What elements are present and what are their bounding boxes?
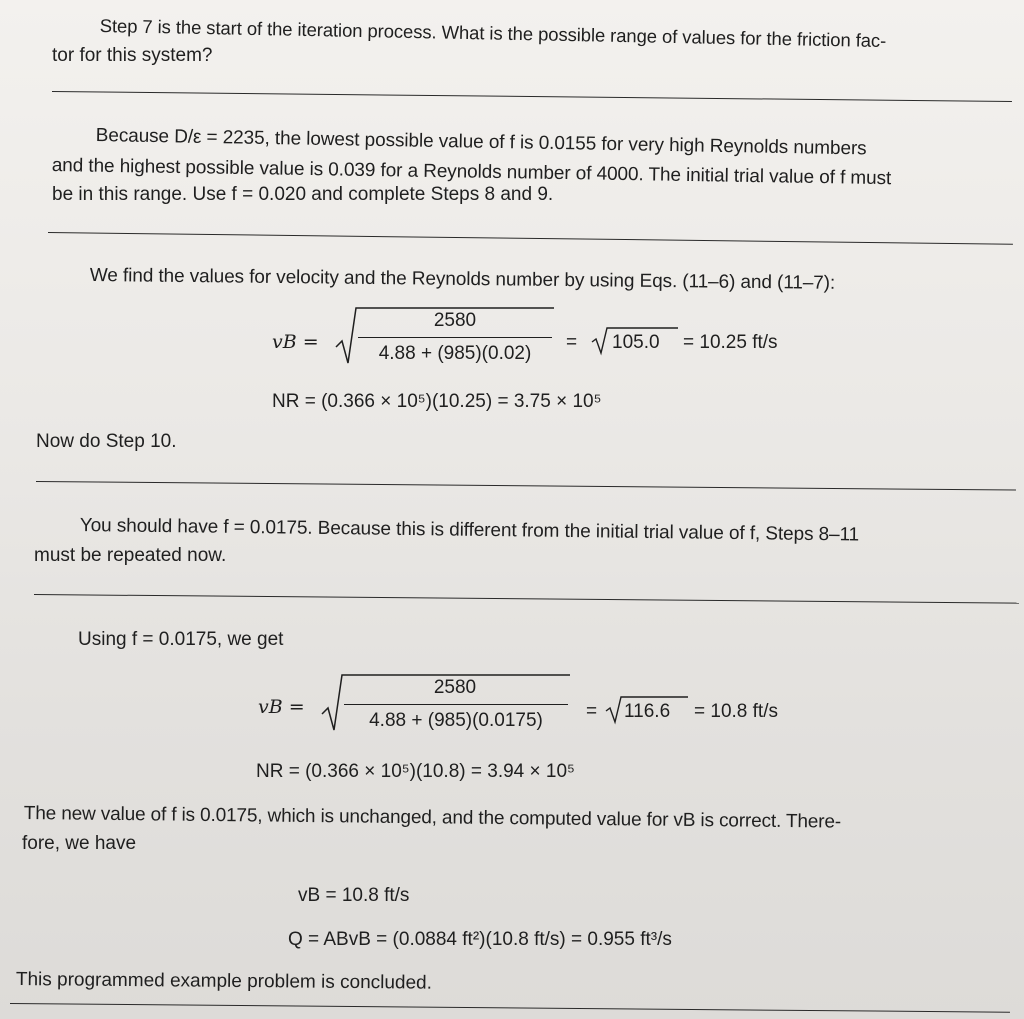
eq3-result: = 10.8 ft/s [694, 701, 778, 722]
eq3-lhs: vB = [258, 696, 305, 718]
conclusion-line2: fore, we have [22, 833, 137, 854]
eq1-denominator: 4.88 + (985)(0.02) [378, 343, 532, 364]
conclusion-line1: The new value of f is 0.0175, which is unchanged, and the computed value for vB is correct. There- [23, 802, 842, 833]
eq1-lhs: vB = [272, 331, 319, 353]
step7-question-line1: Step 7 is the start of the iteration process. What is the possible range of values for the friction fac- [99, 14, 887, 52]
divider [36, 481, 1016, 491]
answer7-line3: be in this range. Use f = 0.020 and complete Steps 8 and 9. [52, 184, 554, 205]
step10-prompt: Now do Step 10. [36, 431, 177, 452]
end-note: This programmed example problem is concluded. [15, 968, 433, 994]
eq3-numerator: 2580 [433, 677, 477, 698]
eq1-fraction-bar [358, 337, 552, 338]
eq3-fraction-bar [344, 704, 568, 705]
eq2-reynolds: NR = (0.366 × 10⁵)(10.25) = 3.75 × 10⁵ [272, 391, 602, 412]
step7-question-line2: tor for this system? [52, 45, 213, 66]
eq3-root-value: 116.6 [624, 701, 671, 722]
velocity-intro: We find the values for velocity and the Reynolds number by using Eqs. (11–6) and (11–7): [89, 264, 836, 294]
step10-answer-line1: You should have f = 0.0175. Because this is different from the initial trial value of f, Steps 8–11 [79, 514, 860, 546]
divider [48, 232, 1013, 245]
using-intro: Using f = 0.0175, we get [78, 629, 284, 650]
divider [34, 594, 1019, 604]
eq4-reynolds: NR = (0.366 × 10⁵)(10.8) = 3.94 × 10⁵ [256, 761, 575, 782]
step10-answer-line2: must be repeated now. [34, 545, 227, 566]
eq1-equals: = [566, 332, 578, 353]
eq6-flow-rate: Q = ABvB = (0.0884 ft²)(10.8 ft/s) = 0.955 ft³/s [288, 929, 672, 950]
eq3-equals: = [586, 701, 598, 722]
divider [10, 1003, 1010, 1013]
eq5-velocity: vB = 10.8 ft/s [298, 885, 410, 906]
eq3-denominator: 4.88 + (985)(0.0175) [369, 710, 543, 731]
eq1-numerator: 2580 [433, 310, 477, 331]
answer7-line2: and the highest possible value is 0.039 for a Reynolds number of 4000. The initial trial value of f must [51, 154, 892, 190]
divider [52, 91, 1012, 102]
eq1-result: = 10.25 ft/s [683, 332, 778, 353]
eq1-root-value: 105.0 [612, 332, 660, 353]
answer7-line1: Because D/ε = 2235, the lowest possible value of f is 0.0155 for very high Reynolds numbers [95, 124, 867, 160]
